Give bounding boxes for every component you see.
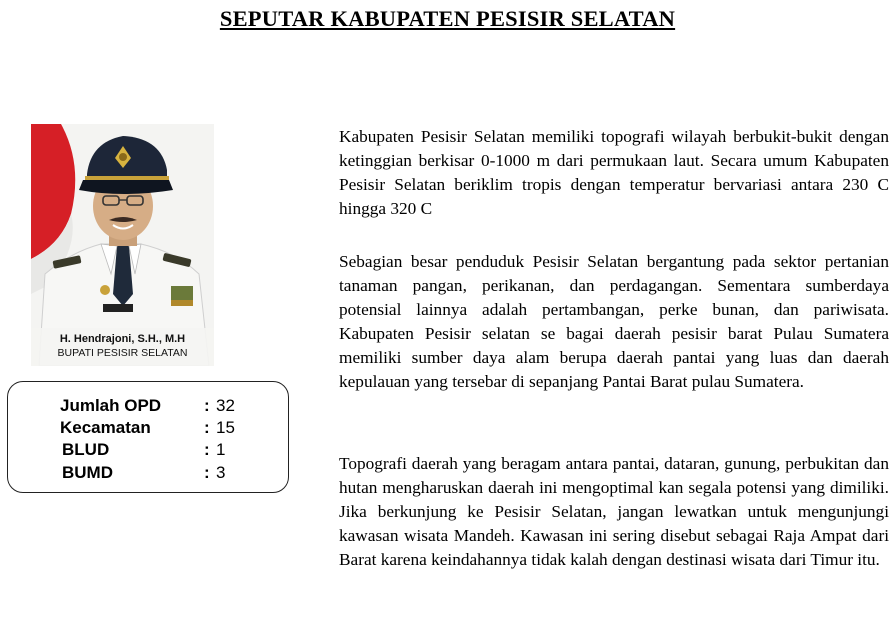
- paragraph-topography: Kabupaten Pesisir Selatan memiliki topografi wilayah berbukit-bukit dengan ketinggian berkisar 0-1000 m dari permukaan laut. Secara umum Kabupaten Pesisir Selatan beriklim tropis dengan temperatur bervariasi antara 230 C hingga 320 C: [339, 127, 889, 218]
- stat-separator: :: [204, 463, 210, 482]
- paragraph-tourism: Topografi daerah yang beragam antara pantai, dataran, gunung, perbukitan dan hutan mengharuskan daerah ini mengoptimal kan segala potensi yang dimiliki. Jika berkunjung ke Pesisir Selatan, jangan lewatkan untuk mengunjungi kawasan wisata Mandeh. Kawasan ini sering disebut sebagai Raja Ampat dari Barat karena keindahannya tidak kalah dengan destinasi wisata dari Timur itu.: [339, 454, 889, 569]
- stat-row-blud: [8, 440, 288, 462]
- stat-label: BUMD: [62, 463, 113, 482]
- stat-value: 3: [216, 463, 226, 482]
- statistics-box: [7, 381, 289, 493]
- stat-value: 15: [216, 418, 235, 437]
- stat-value: 32: [216, 396, 235, 415]
- stat-separator: :: [204, 418, 210, 437]
- regent-portrait-image: [31, 124, 214, 366]
- stat-label: Kecamatan: [60, 418, 151, 437]
- regent-photo: [31, 124, 214, 366]
- regent-position: BUPATI PESISIR SELATAN: [57, 347, 188, 359]
- stat-value: 1: [216, 440, 226, 459]
- stat-label: Jumlah OPD: [60, 396, 162, 415]
- stat-row-opd: [8, 396, 288, 418]
- stat-separator: :: [204, 396, 210, 415]
- regent-name: H. Hendrajoni, S.H., M.H: [59, 333, 186, 345]
- stat-label: BLUD: [62, 440, 110, 459]
- stat-row-bumd: [8, 463, 288, 485]
- stat-row-kecamatan: [8, 418, 288, 440]
- page-title: SEPUTAR KABUPATEN PESISIR SELATAN: [219, 6, 676, 31]
- paragraph-population: Sebagian besar penduduk Pesisir Selatan bergantung pada sektor pertanian tanaman pangan, perikanan, dan perdagangan. Sementara sumberdaya potensial lainnya adalah pertambangan, perke bunan, dan pariwisata. Kabupaten Pesisir selatan se bagai daerah pesisir barat Pulau Sumatera memiliki sumber daya alam berupa daerah pantai yang luas dan daerah kepulauan yang tersebar di sepanjang Pantai Barat pulau Sumatera.: [339, 252, 889, 391]
- stat-separator: :: [204, 440, 210, 459]
